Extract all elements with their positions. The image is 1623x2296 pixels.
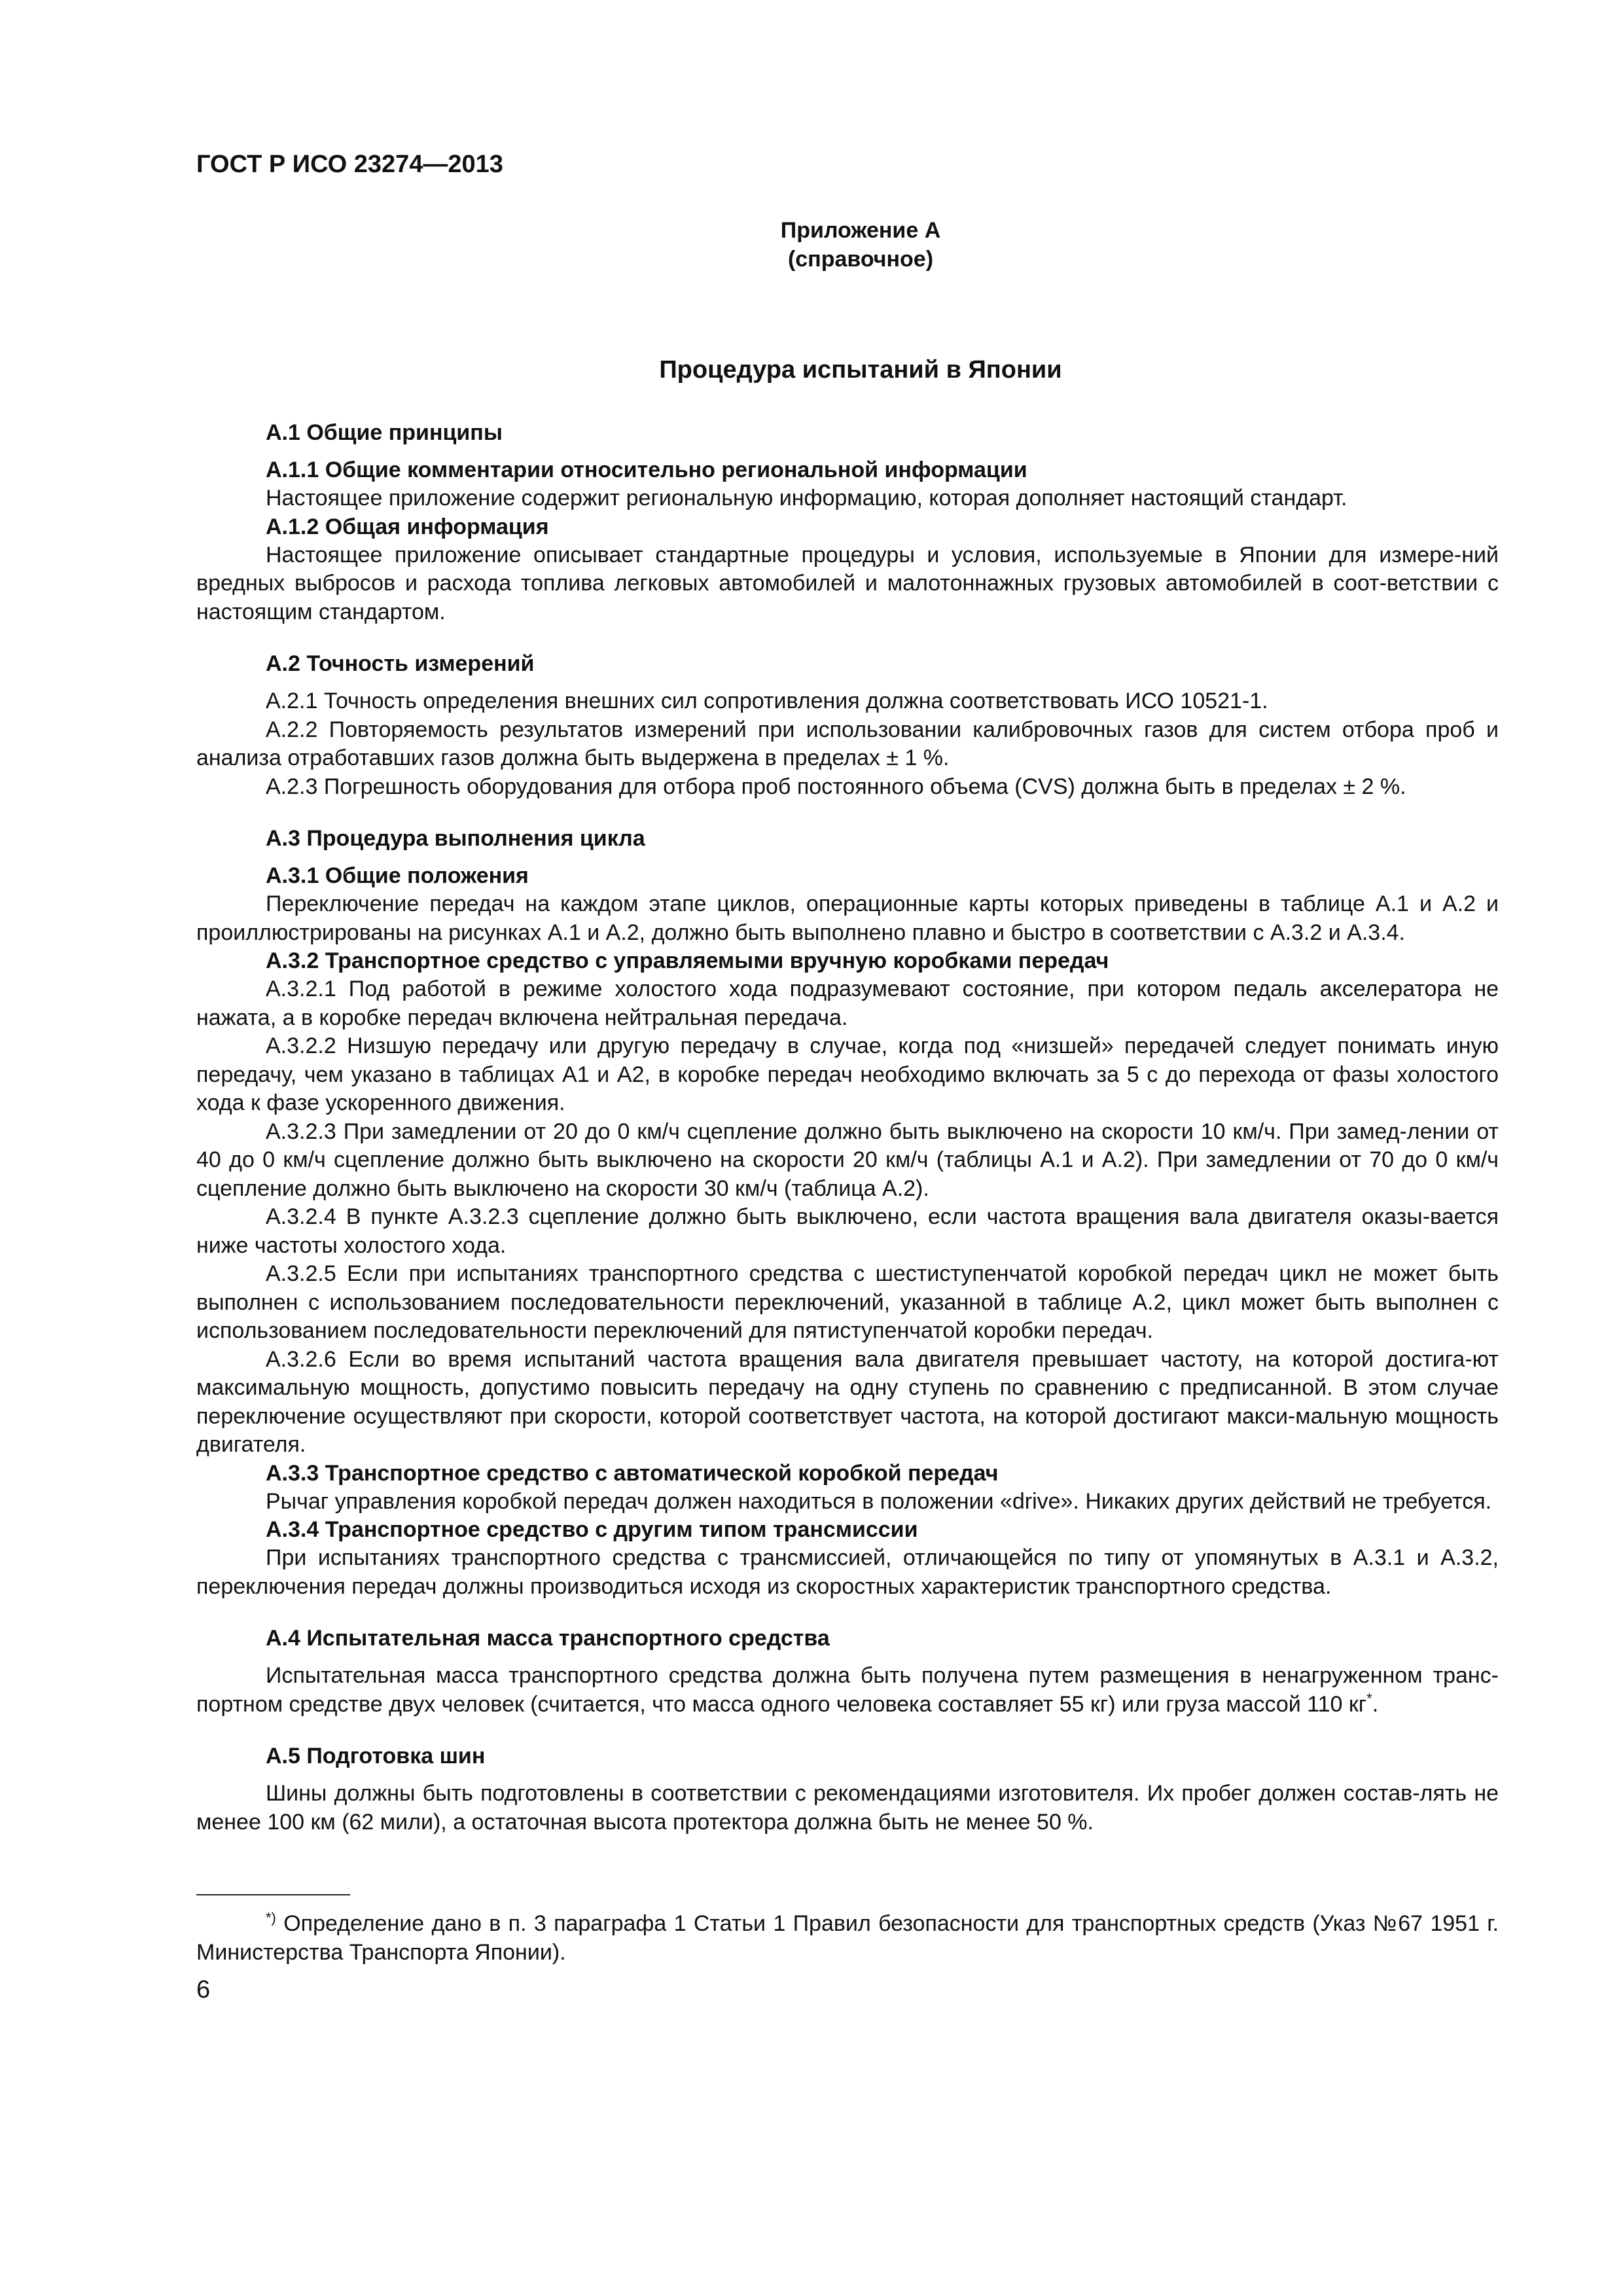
paragraph-a21: А.2.1 Точность определения внешних сил сопротивления должна соответствовать ИСО 10521-1. [266, 689, 1268, 713]
section-a1-heading: А.1 Общие принципы [266, 420, 503, 445]
paragraph-a23: А.2.3 Погрешность оборудования для отбора проб постоянного объема (CVS) должна быть в пределах ± 2 %. [266, 774, 1406, 799]
paragraph-a322: А.3.2.2 Низшую передачу или другую передачу в случае, когда под «низшей» передачей следует понимать иную передачу, чем указано в таблицах А1 и А2, в коробке передач необходимо включать за 5 с до перехода от фазы холостого хода к фазе ускоренного движения. [196, 1033, 1499, 1115]
paragraph-a323: А.3.2.3 При замедлении от 20 до 0 км/ч сцепление должно быть выключено на скорости 10 км/ч. При замед-лении от 40 до 0 км/ч сцепление должно быть выключено на скорости 20 км/ч (таблицы А.1 и А.2). При замедлении от 70 до 0 км/ч сцепление должно быть выключено на скорости 30 км/ч (таблица А.2). [196, 1119, 1499, 1201]
page-number: 6 [196, 1976, 211, 2003]
document-page [196, 149, 1499, 2005]
subsection-a33-heading: А.3.3 Транспортное средство с автоматической коробкой передач [266, 1460, 999, 1486]
section-a3-heading: А.3 Процедура выполнения цикла [266, 826, 645, 851]
footnote [196, 1910, 1499, 1967]
subsection-a31-text: Переключение передач на каждом этапе циклов, операционные карты которых приведены в таблице А.1 и А.2 и проиллюстрированы на рисунках А.1 и А.2, должно быть выполнено плавно и быстро в соответствии с А.3.2 и А.3.4. [196, 891, 1499, 945]
subsection-a33-text: Рычаг управления коробкой передач должен находиться в положении «drive». Никаких других действий не требуется. [266, 1488, 1492, 1514]
section-a4-heading: А.4 Испытательная масса транспортного средства [266, 1626, 830, 1651]
paragraph-a321: А.3.2.1 Под работой в режиме холостого хода подразумевают состояние, при котором педаль акселератора не нажата, а в коробке передач включена нейтральная передача. [196, 977, 1499, 1030]
footnote-reference[interactable]: * [1366, 1690, 1372, 1707]
subsection-a31-heading: А.3.1 Общие положения [266, 863, 529, 888]
section-a4-body: Испытательная масса транспортного средства должна быть получена путем размещения в ненагруженном транс-портном средстве двух человек (считается, что масса одного человека составляет 55 кг) или груза массой 110 кг [196, 1663, 1499, 1717]
appendix-title: Процедура испытаний в Японии [659, 356, 1062, 384]
appendix-label: Приложение А [780, 218, 941, 243]
paragraph-a325: А.3.2.5 Если при испытаниях транспортного средства с шестиступенчатой коробкой передач цикл не может быть выполнен с использованием последовательности переключений, указанной в таблице А.2, цикл может быть выполнен с использованием последовательности переключений для пятиступенчатой коробки передач. [196, 1261, 1499, 1343]
subsection-a12-text: Настоящее приложение описывает стандартные процедуры и условия, используемые в Японии для измере-ний вредных выбросов и расхода топлива легковых автомобилей и малотоннажных грузовых автомобилей в соот-ветствии с настоящим стандартом. [196, 542, 1499, 624]
footnote-mark: *) [266, 1909, 276, 1926]
appendix-kind: (справочное) [787, 247, 934, 272]
document-id: ГОСТ Р ИСО 23274—2013 [196, 151, 503, 178]
footnote-text: Определение дано в п. 3 параграфа 1 Статьи 1 Правил безопасности для транспортных средств (Указ №67 1951 г. Министерства Транспорта Японии). [196, 1911, 1499, 1965]
section-a4-text [196, 1662, 1499, 1719]
section-a4-end: . [1372, 1691, 1379, 1717]
section-a2-heading: А.2 Точность измерений [266, 651, 535, 676]
paragraph-a22: А.2.2 Повторяемость результатов измерений при использовании калибровочных газов для систем отбора проб и анализа отработавших газов должна быть выдержена в пределах ± 1 %. [196, 717, 1499, 770]
footnote-separator [196, 1894, 350, 1895]
subsection-a12-heading: А.1.2 Общая информация [266, 514, 549, 539]
subsection-a34-text: При испытаниях транспортного средства с трансмиссией, отличающейся по типу от упомянутых в А.3.1 и А.3.2, переключения передач должны производиться исходя из скоростных характеристик транспортного средства. [196, 1545, 1499, 1599]
appendix-heading [196, 216, 1499, 274]
subsection-a11-heading: А.1.1 Общие комментарии относительно региональной информации [266, 457, 1027, 482]
section-a5-text: Шины должны быть подготовлены в соответствии с рекомендациями изготовителя. Их пробег должен состав-лять не менее 100 км (62 мили), а остаточная высота протектора должна быть не менее 50 %. [196, 1781, 1499, 1835]
subsection-a34-heading: А.3.4 Транспортное средство с другим типом трансмиссии [266, 1517, 918, 1542]
subsection-a32-heading: А.3.2 Транспортное средство с управляемыми вручную коробками передач [266, 948, 1109, 973]
subsection-a11-text: Настоящее приложение содержит региональную информацию, которая дополняет настоящий стандарт. [266, 486, 1347, 511]
section-a5-heading: А.5 Подготовка шин [266, 1744, 486, 1768]
paragraph-a326: А.3.2.6 Если во время испытаний частота вращения вала двигателя превышает частоту, на которой достига-ют максимальную мощность, допустимо повысить передачу на одну ступень по сравнению с предписанной. В этом случае переключение осуществляют при скорости, которой соответствует частота, на которой достигают макси-мальную мощность двигателя. [196, 1346, 1499, 1457]
paragraph-a324: А.3.2.4 В пункте А.3.2.3 сцепление должно быть выключено, если частота вращения вала двигателя оказы-вается ниже частоты холостого хода. [196, 1204, 1499, 1258]
